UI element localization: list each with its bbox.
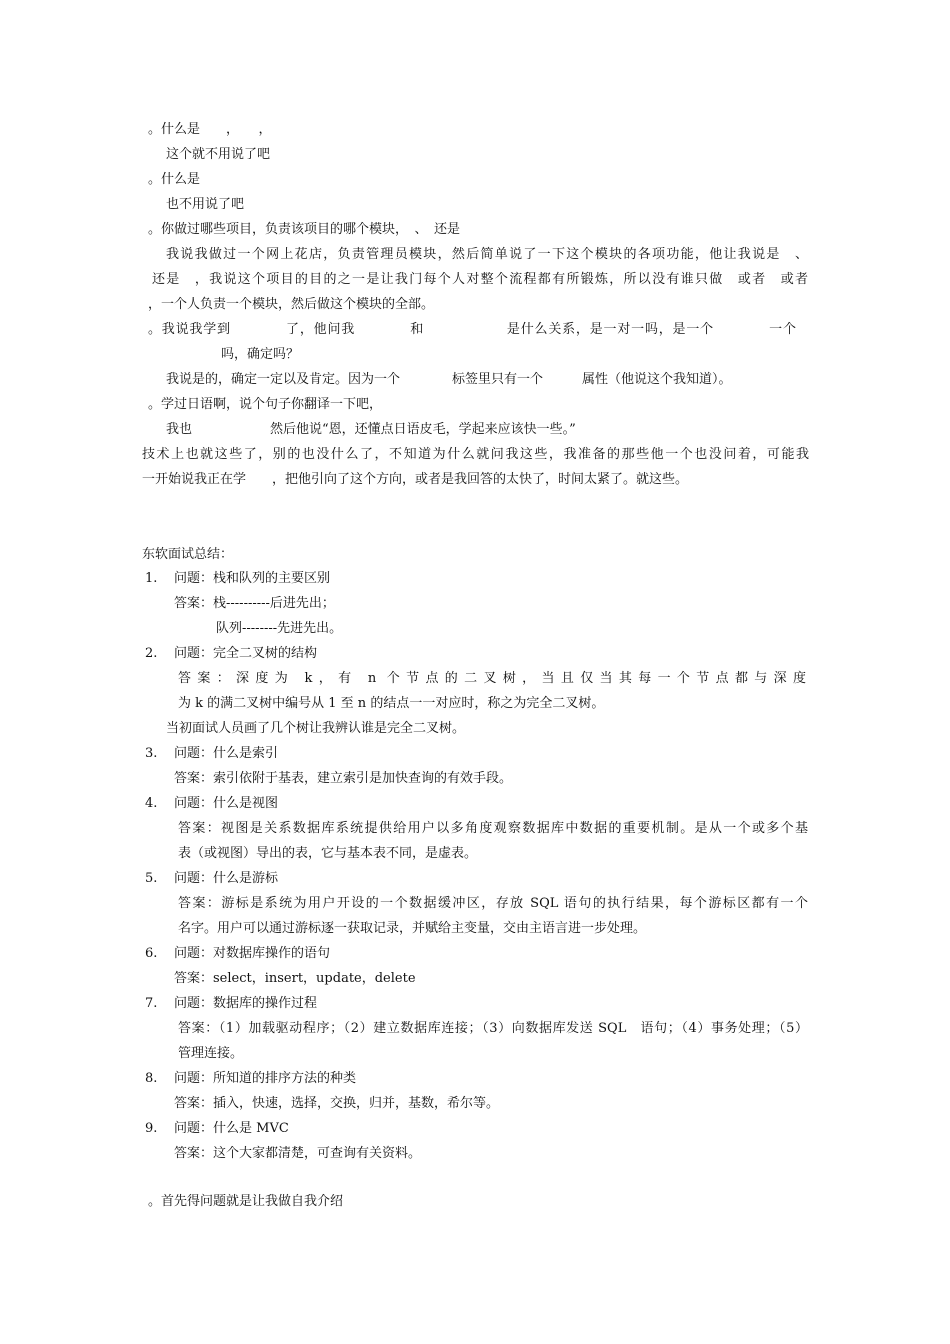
answer-line: ，一个人负责一个模块，然后做这个模块的全部。: [148, 297, 435, 312]
item-question: 问题：什么是视图: [174, 796, 279, 811]
item-question: 问题：数据库的操作过程: [174, 996, 318, 1011]
summary-line: 技术上也就这些了，别的也没什么了，不知道为什么就问我这些，我准备的那些他一个也没问着，可能我: [142, 447, 809, 462]
question-line: 。什么是: [148, 172, 201, 187]
question-line: 吗，确定吗？: [221, 347, 300, 362]
item-answer: 队列--------先进先出。: [216, 621, 343, 636]
item-answer: 名字。用户可以通过游标逐一获取记录，并赋给主变量，交由主语言进一步处理。: [178, 921, 647, 936]
item-question: 问题：什么是 MVC: [174, 1121, 289, 1136]
item-question: 问题：什么是游标: [174, 871, 279, 886]
intro-line: 。首先得问题就是让我做自我介绍: [148, 1194, 344, 1209]
item-number: 4.: [145, 796, 158, 811]
item-answer: 答案：索引依附于基表，建立索引是加快查询的有效手段。: [174, 771, 513, 786]
item-number: 7.: [145, 996, 158, 1011]
item-answer: 答案：视图是关系数据库系统提供给用户以多角度观察数据库中数据的重要机制。是从一个或多个基: [178, 821, 808, 836]
item-number: 9.: [145, 1121, 158, 1136]
question-line: 。什么是 ， ，: [148, 122, 272, 137]
answer-line: 还是 ，我说这个项目的目的之一是让我门每个人对整个流程都有所锻炼，所以没有谁只做 或者 或者: [152, 272, 808, 287]
item-number: 8.: [145, 1071, 158, 1086]
item-answer: 答案：插入，快速，选择，交换，归并，基数，希尔等。: [174, 1096, 500, 1111]
item-question: 问题：什么是索引: [174, 746, 279, 761]
answer-line: 也不用说了吧: [166, 197, 245, 212]
item-number: 5.: [145, 871, 158, 886]
item-answer: 答案：栈----------后进先出；: [174, 596, 335, 611]
answer-line: 我说是的，确定一定以及肯定。因为一个 标签里只有一个 属性（他说这个我知道）。: [166, 372, 732, 387]
item-answer: 表（或视图）导出的表，它与基本表不同，是虚表。: [178, 846, 478, 861]
answer-line: 我说我做过一个网上花店，负责管理员模块，然后简单说了一下这个模块的各项功能，他让我说是 、: [166, 247, 808, 262]
item-answer: 答案：（1）加载驱动程序；（2）建立数据库连接；（3）向数据库发送 SQL 语句；（4）事务处理；（5）: [178, 1021, 808, 1036]
answer-line: 这个就不用说了吧: [166, 147, 271, 162]
item-answer: 答案：深度为 k，有 n 个节点的二叉树，当且仅当其每一个节点都与深度: [178, 671, 806, 686]
item-answer: 管理连接。: [178, 1046, 244, 1061]
item-question: 问题：完全二叉树的结构: [174, 646, 318, 661]
item-question: 问题：对数据库操作的语句: [174, 946, 331, 961]
item-number: 3.: [145, 746, 158, 761]
question-line: 。我说我学到 了，他问我 和 是什么关系，是一对一吗，是一个 一个: [148, 322, 796, 337]
item-answer: 答案：select，insert，update，delete: [174, 971, 416, 986]
item-question: 问题：所知道的排序方法的种类: [174, 1071, 357, 1086]
item-question: 问题：栈和队列的主要区别: [174, 571, 331, 586]
item-note: 当初面试人员画了几个树让我辨认谁是完全二叉树。: [166, 721, 466, 736]
question-line: 。你做过哪些项目，负责该项目的哪个模块， 、 还是: [148, 222, 461, 237]
question-line: 。学过日语啊，说个句子你翻译一下吧，: [148, 397, 383, 412]
answer-line: 我也 然后他说“恩，还懂点日语皮毛，学起来应该快一些。”: [166, 422, 576, 437]
summary-line: 一开始说我正在学 ，把他引向了这个方向，或者是我回答的太快了，时间太紧了。就这些。: [142, 472, 689, 487]
item-answer: 答案：游标是系统为用户开设的一个数据缓冲区，存放 SQL 语句的执行结果，每个游标区都有一个: [178, 896, 808, 911]
section-title: 东软面试总结：: [142, 547, 234, 562]
item-answer: 为 k 的满二叉树中编号从 1 至 n 的结点一一对应时，称之为完全二叉树。: [178, 696, 605, 711]
item-answer: 答案：这个大家都清楚，可查询有关资料。: [174, 1146, 422, 1161]
item-number: 1.: [145, 571, 158, 586]
item-number: 6.: [145, 946, 158, 961]
item-number: 2.: [145, 646, 158, 661]
